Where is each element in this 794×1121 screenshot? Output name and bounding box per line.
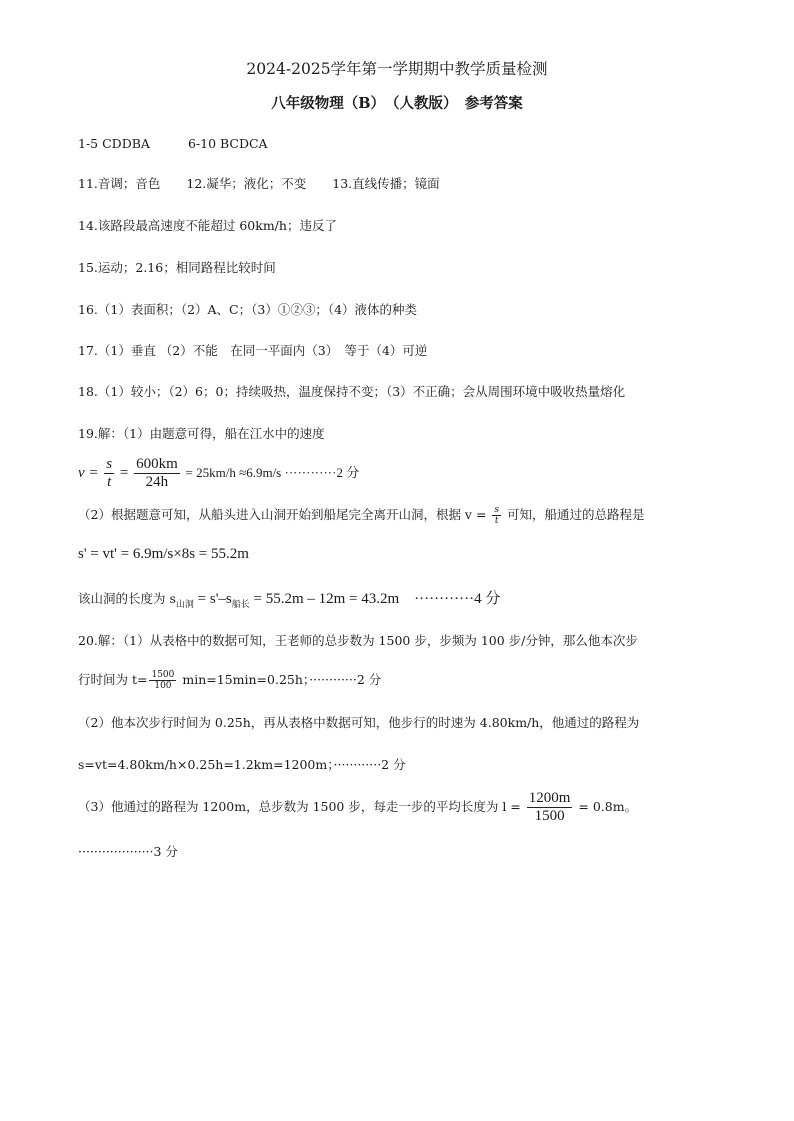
- time-text-b: min=15min=0.25h；············2 分: [178, 672, 382, 687]
- fraction-600-over-24: [134, 456, 180, 491]
- formula-v: v =: [78, 464, 99, 481]
- answer-20-part2: （2）他本次步行时间为 0.25h，再从表格中数据可知，他步行的时速为 4.80km/h，他通过的路程为: [78, 715, 640, 730]
- formula-result: = 25km/h ≈6.9m/s ············2 分: [185, 464, 360, 480]
- fraction-denominator: t: [107, 474, 112, 490]
- fraction-numerator: 1500: [151, 670, 175, 680]
- answer-19-intro: 19.解：（1）由题意可得，船在江水中的速度: [78, 426, 325, 441]
- fraction-denominator: 100: [154, 681, 172, 691]
- answer-20-distance: s=vt=4.80km/h×0.25h=1.2km=1200m；············2 分: [78, 757, 406, 772]
- answer-20-intro: 20.解：（1）从表格中的数据可知，王老师的总步数为 1500 步，步频为 100 步/分钟，那么他本次步: [78, 633, 638, 648]
- cave-text-c: = 55.2m – 12m = 43.2m ············4 分: [249, 591, 501, 607]
- answer-6-10: 6-10 BCDCA: [187, 136, 268, 151]
- fraction-1500-over-100: [149, 670, 176, 691]
- part3-text-b: = 0.8m。: [578, 799, 638, 814]
- answer-20-time: [78, 670, 381, 691]
- time-text-a: 行时间为 t=: [78, 672, 148, 687]
- page-title: 2024-2025学年第一学期期中教学质量检测: [246, 60, 548, 78]
- fraction-numerator: s: [106, 456, 113, 472]
- part2-text-a: （2）根据题意可知，从船头进入山洞开始到船尾完全离开山洞，根据 v =: [78, 507, 487, 522]
- fraction-numerator: 600km: [136, 456, 178, 472]
- cave-text-b: = s'–s: [193, 591, 232, 607]
- cave-text-a: 该山洞的长度为 s: [78, 591, 176, 606]
- answer-16: 16.（1）表面积；（2）A、C；（3）①②③；（4）液体的种类: [78, 302, 418, 317]
- answer-1-5: 1-5 CDDBA: [78, 136, 150, 151]
- answer-19-part2: [78, 505, 645, 526]
- fraction-denominator: t: [494, 516, 499, 526]
- subscript-boat: 船长: [231, 600, 250, 610]
- answer-11: 11.音调；音色: [78, 176, 161, 191]
- answer-1-10: [78, 136, 268, 151]
- answer-12: 12.凝华；液化；不变: [186, 176, 307, 191]
- answer-20-part3: [78, 790, 637, 825]
- subscript-cave: 山洞: [175, 600, 194, 610]
- fraction-s-over-t: [492, 505, 501, 526]
- page-subtitle: 八年级物理（B） （人教版） 参考答案: [271, 95, 523, 112]
- answer-17: 17.（1）垂直 （2）不能 在同一平面内（3） 等于（4）可逆: [78, 343, 428, 358]
- formula-19-distance: s' = vt' = 6.9m/s×8s = 55.2m: [78, 546, 249, 562]
- answer-18: 18.（1）较小；（2）6；0；持续吸热，温度保持不变；（3）不正确；会从周围环境中吸收热量熔化: [78, 384, 626, 399]
- part3-text-a: （3）他通过的路程为 1200m，总步数为 1500 步，每走一步的平均长度为 l =: [78, 799, 521, 814]
- fraction-s-over-t: [104, 456, 114, 491]
- answer-20-score: ···················3 分: [78, 844, 178, 859]
- fraction-denominator: 1500: [534, 808, 565, 824]
- answer-15: 15.运动；2.16；相同路程比较时间: [78, 260, 276, 275]
- answer-19-cave-length: [78, 587, 500, 610]
- formula-eq: =: [119, 464, 129, 481]
- answer-11-13: [78, 174, 440, 192]
- formula-19-speed: [78, 456, 359, 491]
- part2-text-b: 可知，船通过的总路程是: [507, 507, 645, 522]
- answer-13: 13.直线传播；镜面: [332, 176, 440, 191]
- fraction-denominator: 24h: [145, 474, 169, 490]
- fraction-numerator: 1200m: [528, 790, 571, 806]
- answer-14: 14.该路段最高速度不能超过 60km/h；违反了: [78, 218, 337, 233]
- fraction-numerator: s: [494, 505, 500, 515]
- fraction-1200-over-1500: [527, 790, 573, 825]
